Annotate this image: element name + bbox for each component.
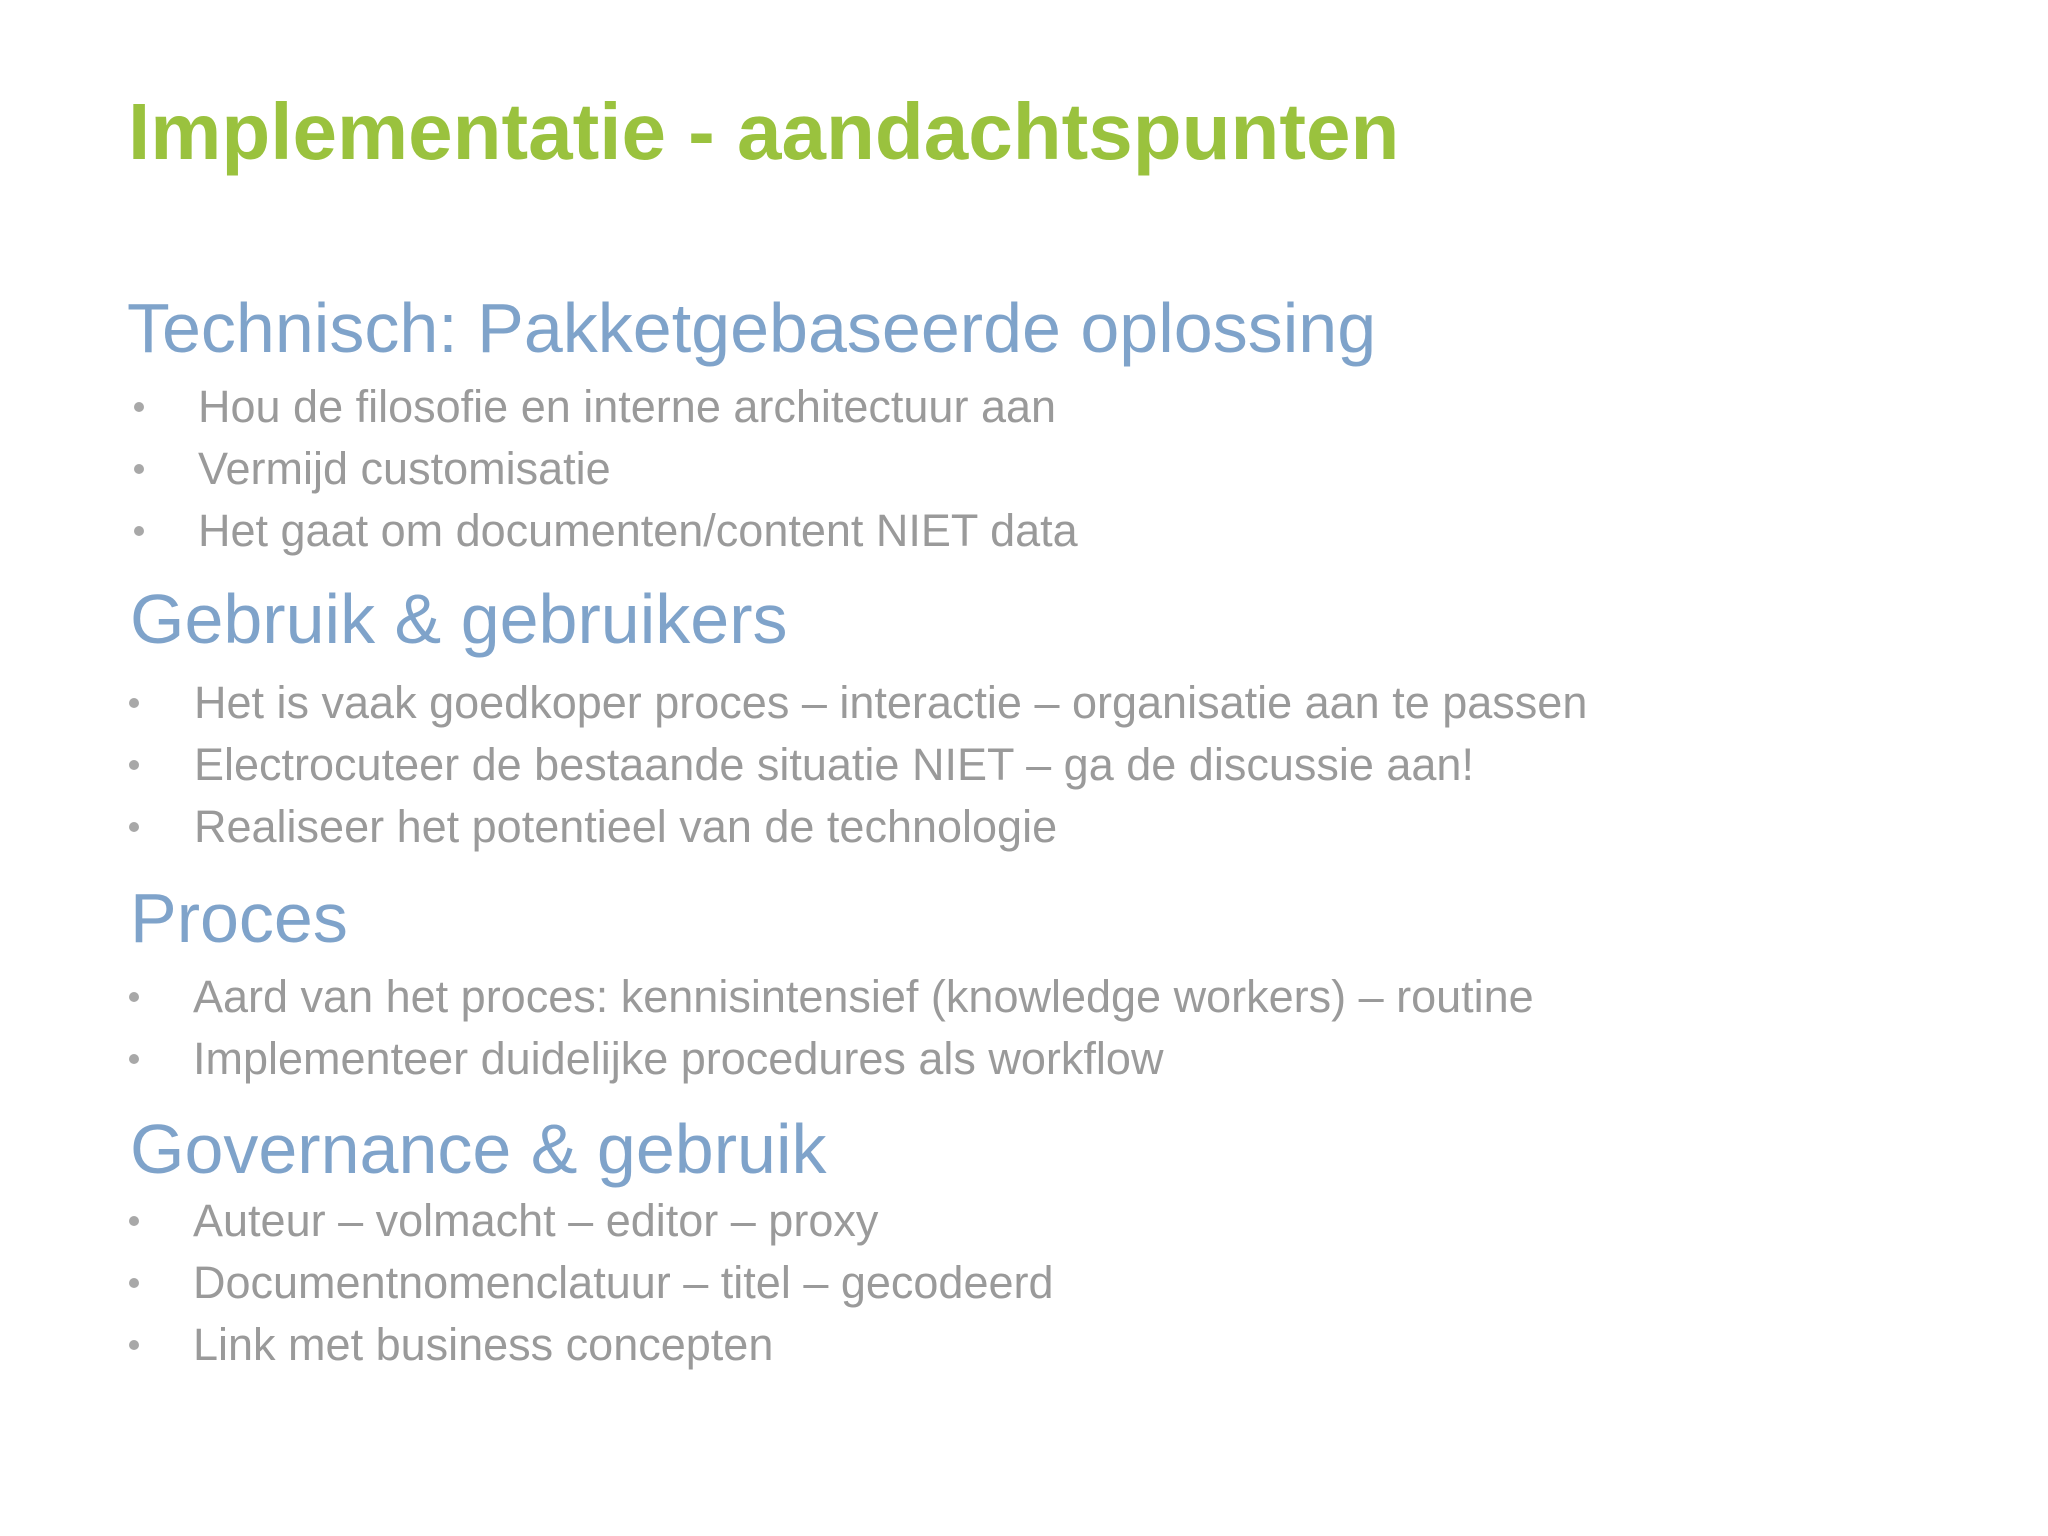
- bullet-list-technisch: [134, 376, 1078, 562]
- list-item: [129, 1252, 1054, 1314]
- list-item: [129, 672, 1587, 734]
- list-item: [129, 1314, 1054, 1376]
- bullet-dot-icon: [129, 760, 139, 770]
- section-heading-governance: Governance & gebruik: [130, 1110, 827, 1188]
- section-heading-technisch: Technisch: Pakketgebaseerde oplossing: [127, 289, 1377, 367]
- section-heading-proces: Proces: [130, 879, 348, 957]
- list-item-text: Realiseer het potentieel van de technologie: [194, 801, 1058, 852]
- slide-title: Implementatie - aandachtspunten: [128, 87, 1400, 176]
- bullet-list-proces: [129, 966, 1534, 1090]
- bullet-dot-icon: [129, 1340, 139, 1350]
- list-item-text: Link met business concepten: [193, 1319, 774, 1370]
- list-item-text: Hou de filosofie en interne architectuur aan: [198, 381, 1057, 432]
- list-item: [129, 796, 1587, 858]
- list-item: [134, 376, 1078, 438]
- bullet-dot-icon: [134, 464, 144, 474]
- section-heading-gebruik: Gebruik & gebruikers: [130, 580, 788, 658]
- bullet-dot-icon: [129, 992, 139, 1002]
- list-item-text: Documentnomenclatuur – titel – gecodeerd: [193, 1257, 1054, 1308]
- bullet-dot-icon: [134, 402, 144, 412]
- list-item-text: Electrocuteer de bestaande situatie NIET – ga de discussie aan!: [194, 739, 1474, 790]
- bullet-dot-icon: [129, 1278, 139, 1288]
- list-item: [129, 966, 1534, 1028]
- list-item-text: Het gaat om documenten/content NIET data: [198, 505, 1078, 556]
- list-item-text: Auteur – volmacht – editor – proxy: [193, 1195, 879, 1246]
- bullet-dot-icon: [129, 1054, 139, 1064]
- list-item-text: Aard van het proces: kennisintensief (knowledge workers) – routine: [193, 971, 1534, 1022]
- list-item-text: Implementeer duidelijke procedures als workflow: [193, 1033, 1164, 1084]
- bullet-dot-icon: [134, 526, 144, 536]
- bullet-list-governance: [129, 1190, 1054, 1376]
- bullet-dot-icon: [129, 698, 139, 708]
- bullet-dot-icon: [129, 822, 139, 832]
- list-item: [134, 438, 1078, 500]
- bullet-dot-icon: [129, 1216, 139, 1226]
- list-item: [129, 734, 1587, 796]
- list-item-text: Het is vaak goedkoper proces – interactie – organisatie aan te passen: [194, 677, 1588, 728]
- list-item: [129, 1190, 1054, 1252]
- list-item: [129, 1028, 1534, 1090]
- bullet-list-gebruik: [129, 672, 1587, 858]
- list-item: [134, 500, 1078, 562]
- list-item-text: Vermijd customisatie: [198, 443, 611, 494]
